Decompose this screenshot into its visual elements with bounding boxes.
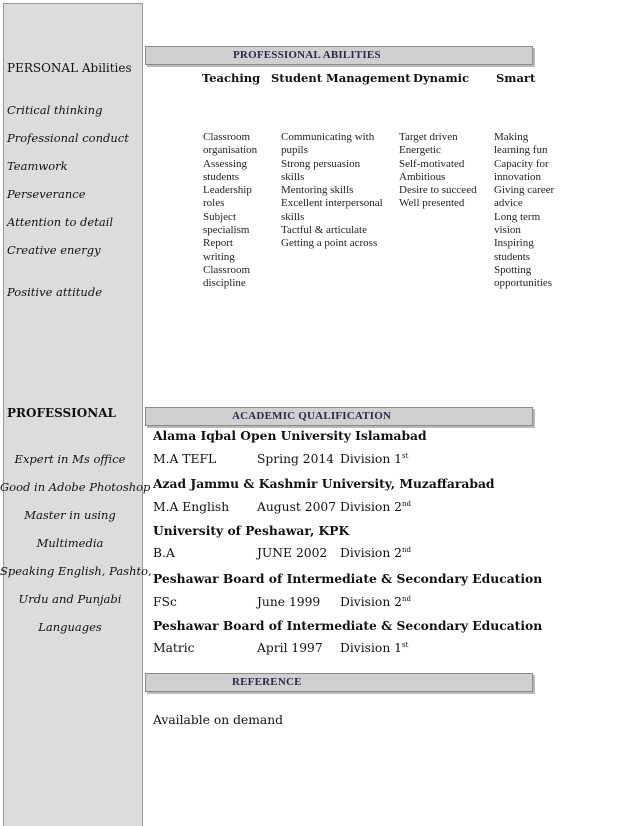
professional-skill-item: Speaking English, Pashto,: [0, 564, 152, 578]
professional-abilities-title: PROFESSIONAL ABILITIES: [233, 49, 381, 61]
column-heading-student-management: Student Management: [271, 71, 411, 85]
personal-ability-item: Critical thinking: [7, 103, 103, 117]
column-heading-dynamic: Dynamic: [413, 71, 470, 85]
degree-date: August 2007: [257, 500, 337, 514]
institution-name: Alama Iqbal Open University Islamabad: [153, 428, 427, 443]
personal-ability-item: Attention to detail: [7, 215, 114, 229]
institution-name: Azad Jammu & Kashmir University, Muzaffarabad: [153, 476, 495, 491]
personal-abilities-heading: PERSONAL Abilities: [7, 61, 132, 75]
personal-ability-item: Professional conduct: [7, 131, 129, 145]
column-heading-teaching: Teaching: [202, 71, 261, 85]
professional-heading: PROFESSIONAL: [7, 406, 116, 420]
list-item: Assessing: [203, 157, 248, 170]
personal-ability-item: Creative energy: [7, 243, 101, 257]
degree-name: FSc: [153, 595, 177, 609]
degree-date: JUNE 2002: [257, 546, 328, 560]
personal-ability-item: Perseverance: [7, 187, 86, 201]
list-item: Making: [494, 131, 529, 143]
list-item: Excellent interpersonal: [281, 197, 383, 210]
academic-qualification-title: ACADEMIC QUALIFICATION: [232, 410, 392, 422]
list-item: vision: [494, 224, 521, 237]
personal-ability-item: Positive attitude: [7, 285, 103, 299]
reference-bar: [145, 673, 533, 692]
degree-date: April 1997: [257, 641, 323, 655]
list-item: Classroom: [203, 263, 251, 276]
list-item: Ambitious: [399, 170, 446, 183]
list-item: Self-motivated: [399, 157, 465, 170]
list-item: Tactful & articulate: [281, 224, 367, 237]
list-item: students: [494, 250, 531, 263]
list-item: organisation: [203, 144, 258, 157]
degree-date: June 1999: [257, 595, 321, 609]
list-item: Desire to succeed: [399, 184, 477, 197]
dynamic-list: [399, 131, 477, 211]
list-item: pupils: [281, 144, 308, 157]
list-item: Energetic: [399, 144, 441, 157]
student-management-list: [281, 131, 383, 251]
professional-abilities-bar: [145, 46, 533, 65]
professional-skill-item: Languages: [38, 620, 102, 634]
institution-name: University of Peshawar, KPK: [153, 523, 350, 538]
degree-name: Matric: [153, 641, 195, 655]
list-item: Report: [203, 237, 233, 250]
list-item: Giving career: [494, 184, 555, 197]
column-heading-smart: Smart: [496, 71, 536, 85]
reference-text: Available on demand: [153, 713, 284, 727]
list-item: Well presented: [399, 197, 465, 210]
academic-qualification-bar: [145, 407, 533, 426]
reference-title: REFERENCE: [232, 676, 302, 688]
degree-division: Division 1st: [340, 640, 409, 655]
professional-skill-item: Expert in Ms office: [14, 452, 126, 466]
list-item: learning fun: [494, 144, 548, 157]
list-item: Getting a point across: [281, 237, 378, 250]
list-item: Long term: [494, 210, 541, 223]
list-item: Capacity for: [494, 157, 549, 170]
list-item: Strong persuasion: [281, 157, 361, 170]
list-item: Communicating with: [281, 131, 375, 143]
professional-skill-item: Urdu and Punjabi: [18, 592, 122, 606]
degree-name: M.A TEFL: [153, 452, 217, 466]
list-item: writing: [203, 250, 235, 263]
degree-name: M.A English: [153, 500, 230, 514]
list-item: Spotting: [494, 263, 532, 276]
degree-date: Spring 2014: [257, 452, 335, 466]
professional-skill-item: Good in Adobe Photoshop: [0, 480, 151, 494]
list-item: innovation: [494, 170, 542, 183]
professional-skill-item: Master in using: [24, 508, 116, 522]
list-item: Leadership: [203, 184, 252, 197]
list-item: specialism: [203, 224, 250, 237]
list-item: Classroom: [203, 131, 251, 143]
list-item: Target driven: [399, 131, 458, 143]
degree-division: Division 2nd: [340, 499, 411, 514]
degree-name: B.A: [153, 546, 175, 560]
list-item: opportunities: [494, 277, 553, 290]
list-item: roles: [203, 197, 225, 210]
personal-ability-item: Teamwork: [7, 159, 68, 173]
list-item: Inspiring: [494, 237, 534, 250]
degree-division: Division 2nd: [340, 545, 411, 560]
degree-division: Division 1st: [340, 451, 409, 466]
teaching-list: [203, 131, 257, 291]
list-item: Subject: [203, 210, 236, 223]
list-item: advice: [494, 197, 523, 210]
list-item: skills: [281, 210, 305, 223]
list-item: skills: [281, 170, 305, 183]
list-item: Mentoring skills: [281, 184, 354, 197]
degree-division: Division 2nd: [340, 594, 411, 609]
institution-name: Peshawar Board of Intermediate & Secondary Education: [153, 571, 543, 586]
list-item: students: [203, 170, 240, 183]
smart-list: [494, 131, 554, 291]
professional-skill-item: Multimedia: [36, 536, 104, 550]
list-item: discipline: [203, 277, 246, 290]
institution-name: Peshawar Board of Intermediate & Secondary Education: [153, 618, 543, 633]
